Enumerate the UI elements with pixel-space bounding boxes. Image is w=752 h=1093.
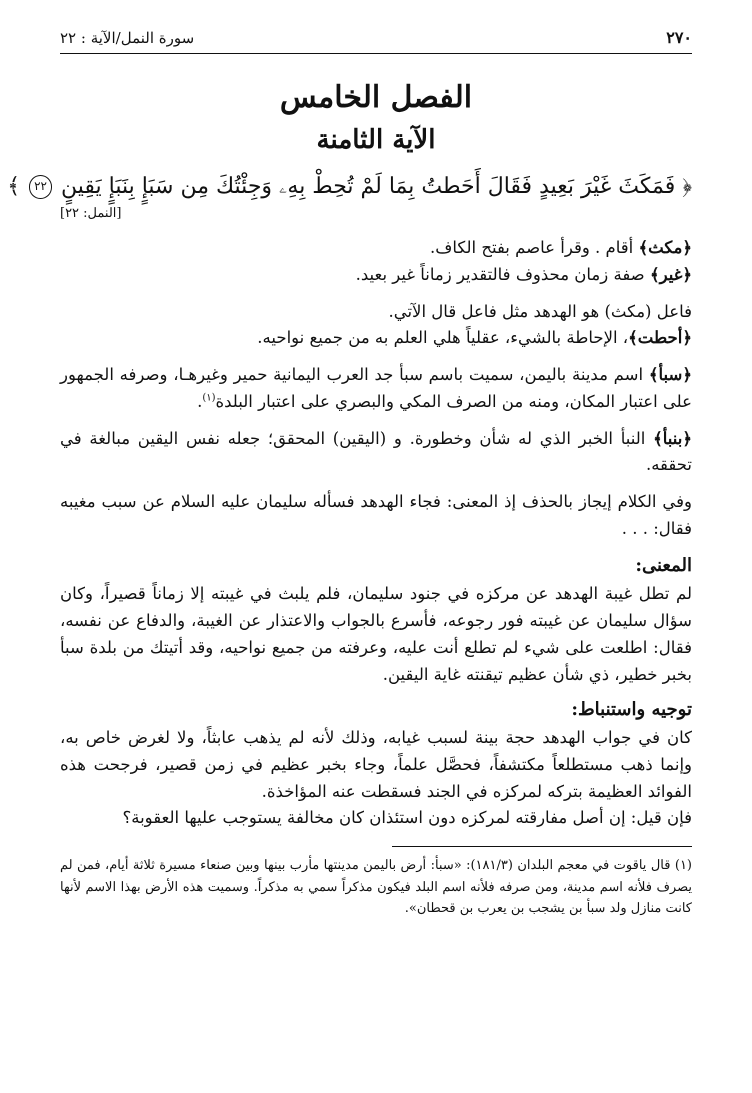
naba-entry [60,426,692,479]
grammar-definition: ، الإحاطة بالشيء، عقلياً هلي العلم به من جميع نواحيه. [257,328,629,348]
quran-verse [7,169,692,204]
verse-text: فَمَكَثَ غَيْرَ بَعِيدٍ فَقَالَ أَحَطتُ بِمَا لَمْ تُحِطْ بِهِۦ وَجِئْتُكَ مِن سَبَإٍ بِنَبَإٍ يَقِينٍ [60,174,676,199]
saba-end: . [197,391,203,411]
surah-reference: سورة النمل/الآية : ٢٢ [60,29,195,47]
saba-entry [60,362,692,415]
footnote-marker: (١) [202,392,216,404]
guidance-question: فإن قيل: إن أصل مفارقته لمركزه دون استئذان كان مخالفة يستوجب عليها العقوبة؟ [122,808,692,828]
footnote-divider [392,846,692,847]
guidance-paragraph: كان في جواب الهدهد حجة بينة لسبب غيابه، وذلك لأنه لم يذهب عابثاً، ولا لغرض خاص به، وإنما ذهب مستطلعاً مكتشفاً، فحصَّل علماً، وجاء بخبر عظيم في زمن قصير، فرجحت هذه الفوائد العظيمة بتركه لمركزه في الجند فسقطت عنه المؤاخذة. [60,728,692,801]
verse-open-bracket: ﴿ [682,174,692,199]
ijaz-paragraph: وفي الكلام إيجاز بالحذف إذ المعنى: فجاء الهدهد فسأله سليمان عليه السلام عن سبب مغيبه فقال: . . . [60,491,692,538]
page-number: ٢٧٠ [666,28,692,47]
glossary-term: ﴿غير﴾ [649,264,692,284]
grammar-block [60,299,692,352]
meaning-heading: المعنى: [635,555,692,577]
saba-block [60,362,692,415]
grammar-entry [60,325,692,352]
glossary-definition: صفة زمان محذوف فالتقدير زماناً غير بعيد. [355,264,650,284]
glossary-term: ﴿مكث﴾ [638,238,692,258]
glossary-entry [60,235,692,262]
running-header [60,28,692,54]
book-page [7,28,692,1065]
section-title: الآية الثامنة [316,125,436,155]
naba-definition: النبأ الخبر الذي له شأن وخطورة. و (اليقين) المحقق؛ جعله نفس اليقين مبالغة في تحققه. [60,428,692,475]
verse-number: ٢٢ [29,175,52,198]
footnote: (١) قال ياقوت في معجم البلدان (١٨١/٣): «سبأ: أرض باليمن مدينتها مأرب بينها وبين صنعاء مسيرة ثلاثة أيام، فمن لم يصرف فلأنه اسم مدينة، ومن صرفه فلأنه اسم البلد فيكون مذكراً سمي به مذكراً. وسميت هذه الأرض بهذا الاسم لأنها كانت منازل ولد سبأ بن يشجب بن يعرب بن قحطان». [60,858,692,916]
naba-term: ﴿بنبأ﴾ [653,428,692,448]
grammar-term: ﴿أحطت﴾ [628,328,692,348]
guidance-heading: توجيه واستنباط: [571,699,692,721]
naba-block [60,426,692,479]
chapter-title: الفصل الخامس [279,80,473,115]
glossary-entry [60,262,692,289]
verse-reference: [النمل: ٢٢] [60,206,122,222]
grammar-line: فاعل (مكث) هو الهدهد مثل فاعل قال الآتي. [388,301,692,321]
meaning-paragraph: لم تطل غيبة الهدهد عن مركزه في جنود سليمان، فلم يلبث في غيبته إلا زماناً قصيراً، وكان سؤال سليمان عن غيبته فور رجوعه، فأسرع بالجواب والاعتذار عن الغيبة، والدفاع عن نفسه، فقال: اطلعت على شيء لم تطلع أنت عليه، وعرفته من جميع نواحيه، وقد أتيتك من بلدة سبأ بخبر خطير، ذي شأن عظيم تيقنته غاية اليقين. [60,584,692,684]
saba-definition: اسم مدينة باليمن، سميت باسم سبأ جد العرب اليمانية حمير وغيرهـا، وصرفه الجمهور على اعتبار المكان، ومنه من الصرف المكي والبصري على اعتبار البلدة [60,365,692,411]
verse-close-bracket: ﴾ [7,174,21,199]
saba-term: ﴿سبأ﴾ [648,365,692,385]
glossary-block [60,235,692,288]
glossary-definition: أقام . وقرأ عاصم بفتح الكاف. [429,238,639,258]
ijaz-block [60,489,692,542]
